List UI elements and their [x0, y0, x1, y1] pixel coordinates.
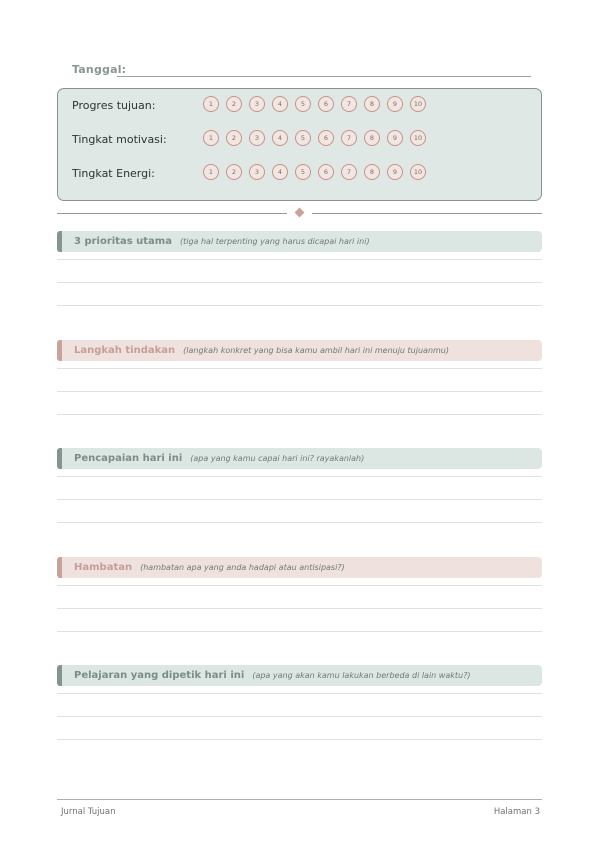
section-hint: (tiga hal terpenting yang harus dicapai hari ini): [179, 237, 370, 246]
section-accent-bar: [57, 340, 62, 361]
rating-option-10[interactable]: 10: [410, 130, 426, 146]
rating-label: Tingkat Energi:: [72, 167, 155, 180]
writing-line[interactable]: [57, 739, 542, 740]
section-title: Langkah tindakan: [74, 345, 176, 356]
divider-line-right: [312, 213, 542, 214]
rating-scale: [203, 96, 426, 112]
section-priorities: [57, 231, 542, 252]
rating-option-5[interactable]: 5: [295, 130, 311, 146]
rating-panel: [57, 88, 542, 201]
rating-option-9[interactable]: 9: [387, 130, 403, 146]
writing-line[interactable]: [57, 716, 542, 717]
rating-option-10[interactable]: 10: [410, 164, 426, 180]
writing-line[interactable]: [57, 585, 542, 586]
writing-line[interactable]: [57, 693, 542, 694]
writing-line[interactable]: [57, 259, 542, 260]
section-title: Hambatan: [74, 562, 133, 573]
rating-option-6[interactable]: 6: [318, 130, 334, 146]
rating-option-8[interactable]: 8: [364, 130, 380, 146]
section-accent-bar: [57, 448, 62, 469]
writing-line[interactable]: [57, 631, 542, 632]
footer-journal-title: Jurnal Tujuan: [61, 807, 116, 817]
section-title: Pencapaian hari ini: [74, 453, 183, 464]
rating-option-7[interactable]: 7: [341, 130, 357, 146]
rating-option-1[interactable]: 1: [203, 96, 219, 112]
section-header: [57, 231, 542, 252]
date-input-line[interactable]: [117, 76, 531, 77]
footer-rule: [57, 799, 542, 800]
rating-label: Progres tujuan:: [72, 99, 156, 112]
section-achievements: [57, 448, 542, 469]
section-header: [57, 448, 542, 469]
section-accent-bar: [57, 557, 62, 578]
footer-page-number: Halaman 3: [493, 807, 540, 817]
rating-option-1[interactable]: 1: [203, 130, 219, 146]
section-lessons: [57, 665, 542, 686]
diamond-icon: [295, 208, 305, 218]
rating-option-5[interactable]: 5: [295, 96, 311, 112]
section-header: [57, 340, 542, 361]
writing-line[interactable]: [57, 414, 542, 415]
section-hint: (apa yang akan kamu lakukan berbeda di lain waktu?): [252, 671, 471, 680]
rating-option-5[interactable]: 5: [295, 164, 311, 180]
section-action-steps: [57, 340, 542, 361]
section-header: [57, 557, 542, 578]
section-title: Pelajaran yang dipetik hari ini: [74, 670, 245, 681]
rating-option-2[interactable]: 2: [226, 164, 242, 180]
section-hint: (hambatan apa yang anda hadapi atau antisipasi?): [140, 563, 345, 572]
rating-option-8[interactable]: 8: [364, 96, 380, 112]
rating-option-6[interactable]: 6: [318, 164, 334, 180]
section-hint: (apa yang kamu capai hari ini? rayakanlah): [190, 454, 365, 463]
writing-line[interactable]: [57, 522, 542, 523]
section-accent-bar: [57, 665, 62, 686]
rating-option-4[interactable]: 4: [272, 130, 288, 146]
section-obstacles: [57, 557, 542, 578]
rating-option-4[interactable]: 4: [272, 164, 288, 180]
writing-line[interactable]: [57, 608, 542, 609]
section-hint: (langkah konkret yang bisa kamu ambil hari ini menuju tujuanmu): [183, 346, 449, 355]
rating-option-2[interactable]: 2: [226, 96, 242, 112]
rating-scale: [203, 164, 426, 180]
rating-option-8[interactable]: 8: [364, 164, 380, 180]
divider-line-left: [57, 213, 287, 214]
rating-option-2[interactable]: 2: [226, 130, 242, 146]
rating-option-4[interactable]: 4: [272, 96, 288, 112]
writing-line[interactable]: [57, 368, 542, 369]
writing-line[interactable]: [57, 282, 542, 283]
rating-label: Tingkat motivasi:: [72, 133, 167, 146]
section-accent-bar: [57, 231, 62, 252]
ornamental-divider: [57, 208, 542, 220]
section-title: 3 prioritas utama: [74, 236, 172, 247]
writing-line[interactable]: [57, 499, 542, 500]
rating-option-9[interactable]: 9: [387, 164, 403, 180]
rating-option-10[interactable]: 10: [410, 96, 426, 112]
rating-option-3[interactable]: 3: [249, 96, 265, 112]
writing-line[interactable]: [57, 476, 542, 477]
rating-row-progress: [72, 96, 532, 116]
writing-line[interactable]: [57, 391, 542, 392]
rating-row-motivation: [72, 130, 532, 150]
writing-line[interactable]: [57, 305, 542, 306]
rating-row-energy: [72, 164, 532, 184]
rating-option-1[interactable]: 1: [203, 164, 219, 180]
rating-option-7[interactable]: 7: [341, 164, 357, 180]
rating-option-7[interactable]: 7: [341, 96, 357, 112]
date-label: Tanggal:: [72, 63, 127, 76]
rating-option-9[interactable]: 9: [387, 96, 403, 112]
rating-option-3[interactable]: 3: [249, 164, 265, 180]
section-header: [57, 665, 542, 686]
rating-scale: [203, 130, 426, 146]
date-row: [72, 60, 531, 80]
rating-option-3[interactable]: 3: [249, 130, 265, 146]
rating-option-6[interactable]: 6: [318, 96, 334, 112]
